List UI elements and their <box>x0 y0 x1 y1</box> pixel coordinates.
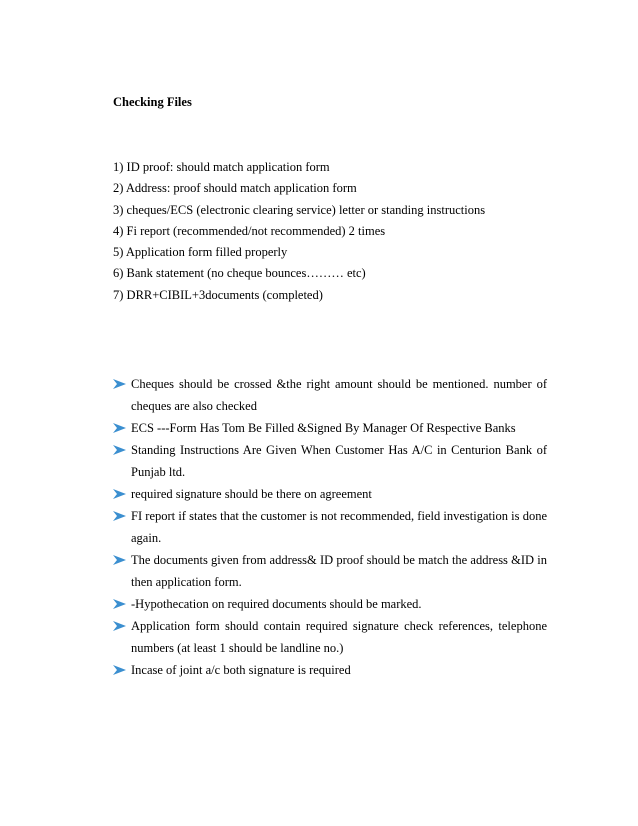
arrowhead-icon <box>113 511 126 521</box>
checklist <box>113 157 485 306</box>
checklist-item: 4) Fi report (recommended/not recommended) 2 times <box>113 223 386 238</box>
arrowhead-icon <box>113 599 126 609</box>
arrowhead-icon <box>113 621 126 631</box>
arrowhead-icon <box>113 489 126 499</box>
list-item-text: Application form should contain required signature check references, telephone numbers (at least 1 should be landline no.) <box>131 619 547 655</box>
list-item-text: Cheques should be crossed &the right amount should be mentioned. number of cheques are also checked <box>131 377 547 413</box>
list-item-text: Standing Instructions Are Given When Customer Has A/C in Centurion Bank of Punjab ltd. <box>131 443 547 479</box>
list-item <box>113 505 547 549</box>
list-item-text: FI report if states that the customer is not recommended, field investigation is done again. <box>131 509 547 545</box>
checklist-item: 2) Address: proof should match application form <box>113 181 357 196</box>
list-item-text: Incase of joint a/c both signature is required <box>131 663 351 677</box>
checklist-item: 5) Application form filled properly <box>113 245 288 260</box>
checklist-item: 6) Bank statement (no cheque bounces……… etc) <box>113 266 366 281</box>
checklist-item: 1) ID proof: should match application form <box>113 160 330 174</box>
list-item <box>113 659 547 681</box>
checklist-item: 7) DRR+CIBIL+3documents (completed) <box>113 287 323 302</box>
list-item-text: -Hypothecation on required documents should be marked. <box>131 597 422 611</box>
list-item <box>113 593 547 615</box>
arrowhead-icon <box>113 665 126 675</box>
list-item <box>113 439 547 483</box>
list-item <box>113 483 547 505</box>
list-item <box>113 373 547 417</box>
arrowhead-icon <box>113 423 126 433</box>
arrowhead-icon <box>113 379 126 389</box>
notes-list <box>113 373 547 681</box>
arrowhead-icon <box>113 555 126 565</box>
arrowhead-icon <box>113 445 126 455</box>
list-item-text: The documents given from address& ID proof should be match the address &ID in then application form. <box>131 553 547 589</box>
list-item <box>113 417 547 439</box>
list-item-text: required signature should be there on agreement <box>131 487 372 501</box>
list-item <box>113 549 547 593</box>
list-item <box>113 615 547 659</box>
checklist-item: 3) cheques/ECS (electronic clearing service) letter or standing instructions <box>113 202 486 217</box>
list-item-text: ECS ---Form Has Tom Be Filled &Signed By Manager Of Respective Banks <box>131 421 516 435</box>
page-title: Checking Files <box>113 95 192 109</box>
